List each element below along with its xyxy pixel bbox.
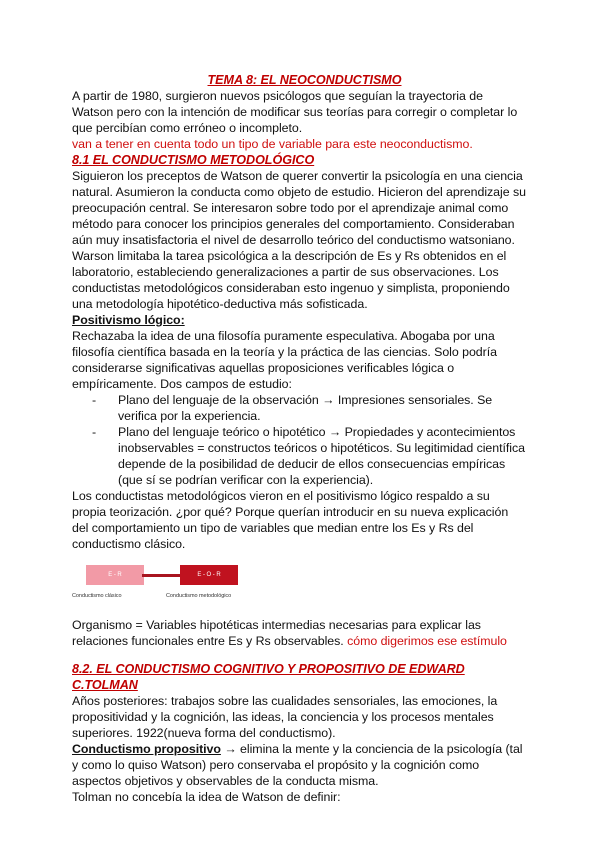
e-o-r-diagram: [72, 561, 527, 605]
bullet-list: [72, 392, 527, 488]
intro-note: van a tener en cuenta todo un tipo de variable para este neoconductismo.: [72, 137, 473, 151]
section1-paragraph-4: [72, 617, 527, 649]
document-title: TEMA 8: EL NEOCONDUCTISMO: [207, 73, 402, 87]
methodological-conductism-box: E - O - R: [180, 565, 238, 585]
organismo-definition: Organismo = Variables hipotéticas intermedias necesarias para explicar las relaciones funcionales entre Es y Rs observables.: [72, 618, 481, 648]
term-conductismo-propositivo: Conductismo propositivo: [72, 742, 221, 756]
classic-conductism-box: E - R: [86, 565, 144, 585]
section2-paragraph-3: Tolman no concebía la idea de Watson de definir:: [72, 790, 341, 804]
organismo-note: cómo digerimos ese estímulo: [347, 634, 507, 648]
subheading-positivismo: Positivismo lógico:: [72, 313, 185, 327]
spacer: [72, 649, 527, 661]
section1-paragraph-1: Siguieron los preceptos de Watson de querer convertir la psicología en una ciencia natural. Asumieron la conducta como objeto de estudio. Hicieron del aprendizaje su preocupación central. Se interesaron sobre todo por el aprendizaje animal como método para conocer los principios generales del comportamiento. Consideraban aún muy insatisfactoria el nivel de desarrollo teórico del conductismo watsoniano. Warson limitaba la tarea psicológica a la descripción de Es y Rs obtenidos en el laboratorio, estableciendo generalizaciones a partir de sus observaciones. Los conductistas metodológicos consideraban esto ingenuo y simplista, proponiendo una metodología hipotético-deductiva más sofisticada.: [72, 169, 526, 311]
bullet-item: - Plano del lenguaje teórico o hipotético → Propiedades y acontecimientos inobservables = constructos teóricos o hipotéticos. Su legitimidad científica depende de la posibilidad de deducir de ellos consecuencias empíricas (que sí se podrían verificar con la experiencia).: [86, 424, 527, 488]
section-heading-8-1: 8.1 EL CONDUCTISMO METODOLÓGICO: [72, 153, 315, 167]
document-content: [72, 72, 527, 805]
section2-paragraph-1: Años posteriores: trabajos sobre las cualidades sensoriales, las emociones, la propositividad y la cognición, las ideas, la conciencia y los procesos mentales superiores. 1922(nueva forma del conductismo).: [72, 694, 498, 740]
caption-methodological: Conductismo metodológico: [166, 593, 232, 599]
caption-classic: Conductismo clásico: [72, 593, 122, 599]
section2-paragraph-2: [72, 741, 527, 789]
term-definition: → elimina la mente y la conciencia de la psicología (tal y como lo quiso Watson) pero conservaba el propósito y la cognición como aspectos objetivos y observables de la conducta misma.: [72, 742, 523, 788]
section-heading-8-2: 8.2. EL CONDUCTISMO COGNITIVO Y PROPOSITIVO DE EDWARD C.TOLMAN: [72, 662, 465, 692]
bullet-item: - Plano del lenguaje de la observación → Impresiones sensoriales. Se verifica por la experiencia.: [86, 392, 527, 424]
section1-paragraph-3: Los conductistas metodológicos vieron en el positivismo lógico respaldo a su propia teorización. ¿por qué? Porque querían introducir en su nueva explicación del comportamiento un tipo de variables que median entre los Es y Rs del conductismo clásico.: [72, 489, 509, 551]
section1-paragraph-2: Rechazaba la idea de una filosofía puramente especulativa. Abogaba por una filosofía científica basada en la teoría y la práctica de las ciencias. Solo podría considerarse significativas aquellas proposiciones verificables lógica o empíricamente. Dos campos de estudio:: [72, 329, 497, 391]
intro-paragraph: A partir de 1980, surgieron nuevos psicólogos que seguían la trayectoria de Watson pero con la intención de modificar sus teorías para corregir o completar lo que percibían como erróneo o incompleto.: [72, 89, 518, 135]
